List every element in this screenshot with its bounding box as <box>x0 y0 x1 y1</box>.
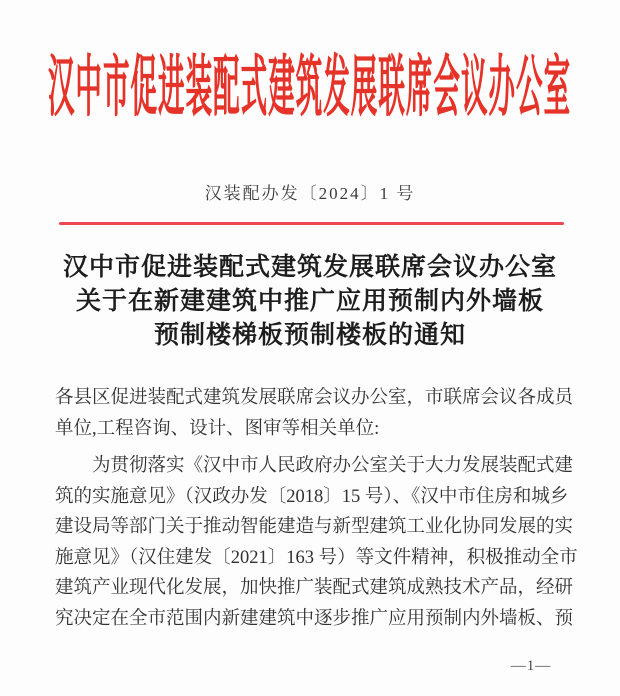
body-text-line: 各县区促进装配式建筑发展联席会议办公室，市联席会议各成员 <box>55 388 574 408</box>
body-text-line: 筑的实施意见》（汉政办发〔2018〕15 号）、《汉中市住房和城乡 <box>55 486 569 507</box>
document-body <box>55 383 578 634</box>
page-number: —1— <box>510 658 552 674</box>
document-title <box>35 251 585 353</box>
body-text-line: 为贯彻落实《汉中市人民政府办公室关于大力发展装配式建 <box>92 456 574 476</box>
document-letterhead <box>0 36 620 128</box>
body-text-line: 建设局等部门关于推动智能建造与新型建筑工业化协同发展的实 <box>55 517 574 537</box>
document-title-line: 预制楼梯板预制楼板的通知 <box>153 322 466 349</box>
body-text-line: 单位,工程咨询、设计、图审等相关单位: <box>55 418 380 439</box>
letterhead-title: 汉中市促进装配式建筑发展联席会议办公室 <box>48 50 572 125</box>
body-text-line: 究决定在全市范围内新建建筑中逐步推广应用预制内外墙板、预 <box>55 608 574 629</box>
document-number: 汉装配办发〔2024〕1 号 <box>204 184 416 203</box>
document-title-line: 关于在新建建筑中推广应用预制内外墙板 <box>75 288 544 315</box>
body-text-line: 施意见》（汉住建发〔2021〕163 号）等文件精神，积极推动全市 <box>55 547 578 568</box>
body-text-line: 建筑产业现代化发展，加快推广装配式建筑成熟技术产品，经研 <box>55 578 574 598</box>
red-separator-rule <box>59 222 564 225</box>
document-title-line: 汉中市促进装配式建筑发展联席会议办公室 <box>62 254 557 281</box>
